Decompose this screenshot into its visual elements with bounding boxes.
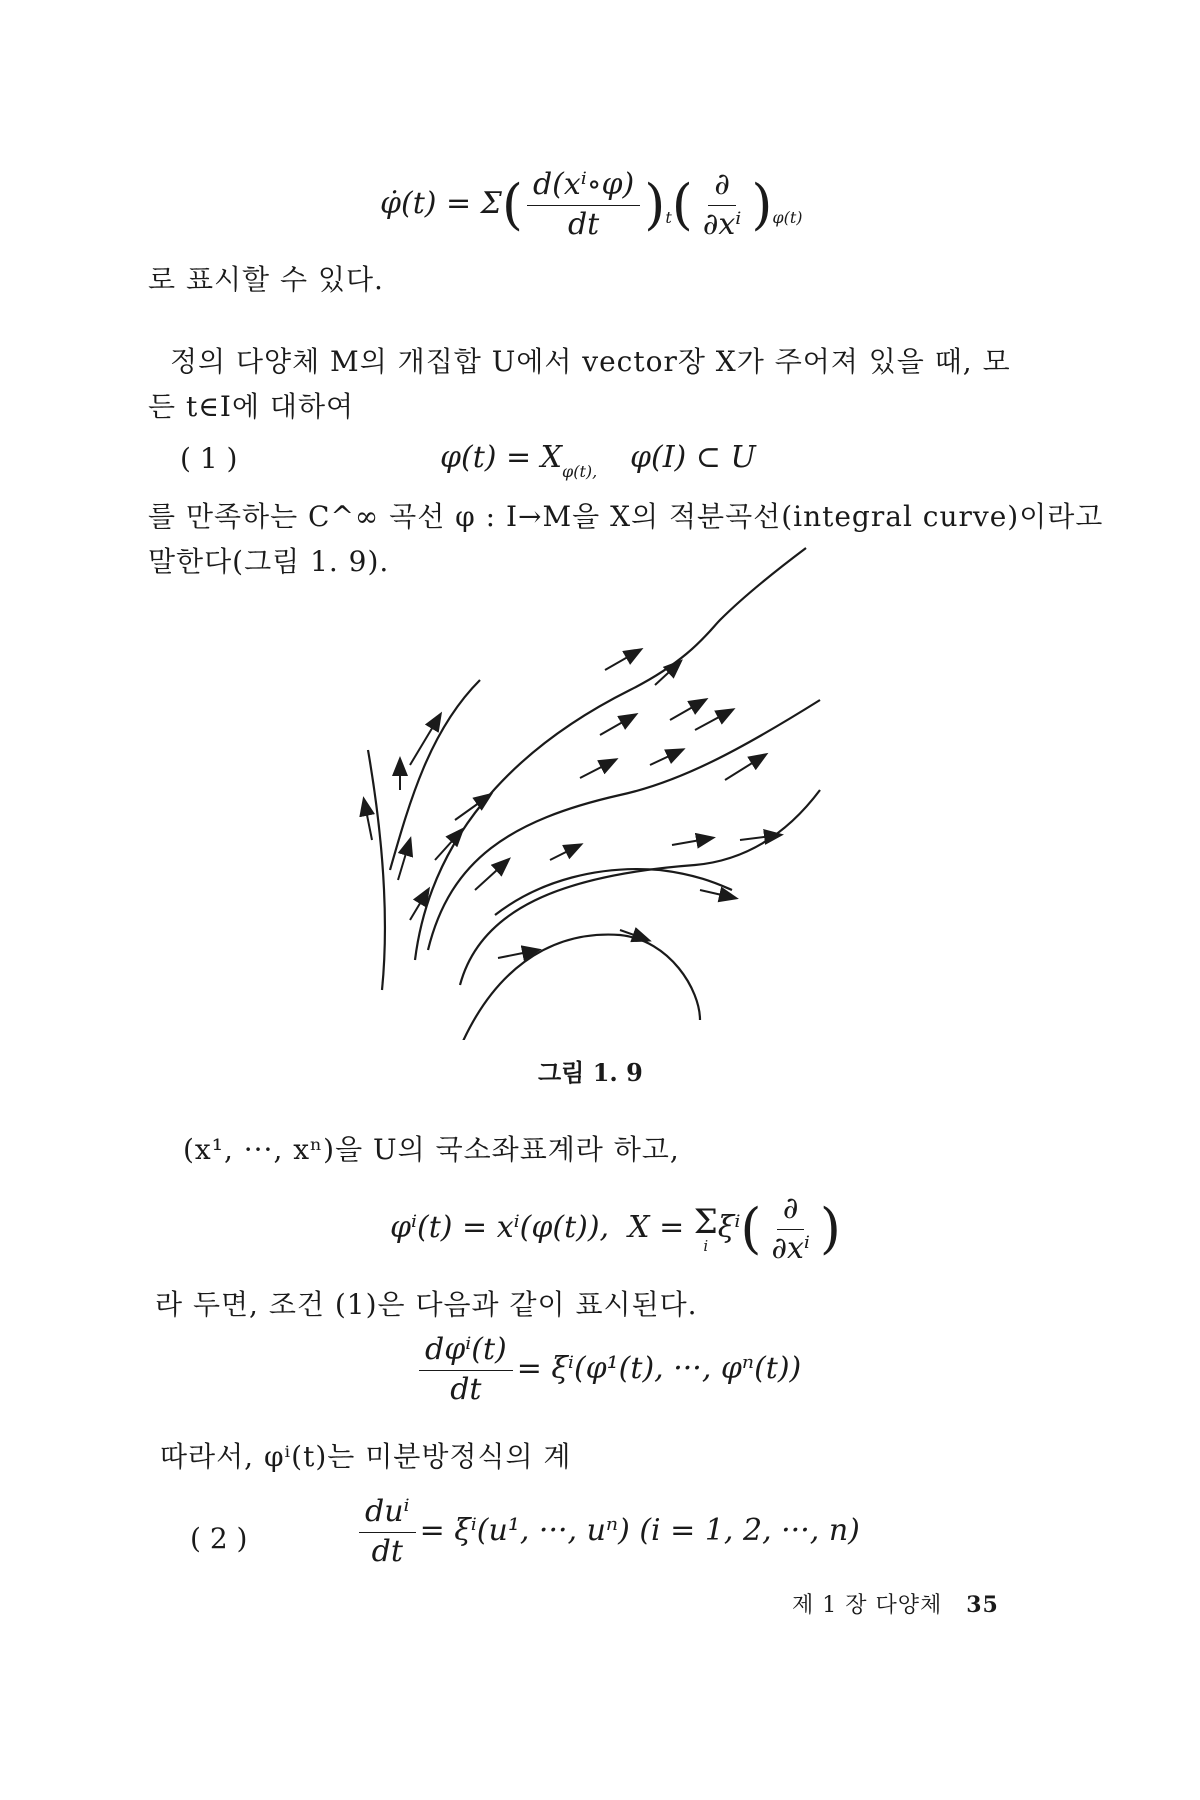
definition-line: 를 만족하는 C^∞ 곡선 φ : I→M을 X의 적분곡선(integral curve)이라고 (148, 500, 1104, 533)
page-number: 35 (966, 1592, 999, 1618)
running-footer (792, 1588, 999, 1619)
vector-arrow (650, 750, 682, 765)
vector-arrow (672, 838, 712, 845)
body-text-line: 라 두면, 조건 (1)은 다음과 같이 표시된다. (155, 1288, 698, 1321)
vector-arrow (725, 755, 765, 780)
vector-arrow (410, 715, 440, 765)
fraction: $\frac{\text{d(xⁱ∘φ)}}{dt}$ (527, 168, 640, 242)
summation: Σ i (693, 1201, 718, 1255)
integral-curve (415, 548, 806, 960)
vector-arrow (550, 845, 580, 860)
fraction: $\frac{\partial}{\text{∂xⁱ}}$ (771, 1191, 810, 1266)
integral-curve (428, 700, 820, 950)
definition-line: 든 t∈I에 대하여 (148, 390, 355, 423)
figure-caption: 그림 1. 9 (538, 1058, 643, 1087)
equation-1: $\varphi(t) = X_{\varphi(t),}$ (440, 440, 598, 481)
definition-line: 말한다(그림 1. 9). (148, 545, 390, 578)
vector-arrow (398, 840, 410, 880)
chapter-title: 제 1 장 다양체 (792, 1593, 943, 1618)
equation-2: $\frac{\text{duⁱ}}{dt}$ = ξⁱ(u¹, ···, uⁿ) (i = 1, 2, ···, n) (355, 1495, 860, 1569)
vector-arrow (740, 835, 780, 840)
equation-local-coordinates: φⁱ(t) = xⁱ(φ(t)), X = Σ i ξⁱ( $\frac{\partial}{\text{∂xⁱ}}$ ) (390, 1191, 841, 1266)
equation-ode-phi: $\frac{\text{dφⁱ(t)}}{dt}$ = ξⁱ(φ¹(t), ···, φⁿ(t)) (415, 1333, 801, 1407)
integral-curve (390, 680, 480, 870)
vector-arrow (410, 890, 428, 920)
vector-arrow (605, 650, 640, 670)
vector-arrow (670, 700, 705, 720)
equation-1-inclusion: φ(I) ⊂ U (630, 440, 756, 475)
equation-label: ( 2 ) (190, 1522, 248, 1555)
vector-arrow (600, 715, 635, 735)
vector-arrow (580, 760, 615, 778)
fraction: $\frac{\text{dφⁱ(t)}}{dt}$ (419, 1333, 513, 1407)
vector-arrow (475, 860, 508, 890)
vector-arrow (695, 710, 732, 730)
integral-curve (455, 935, 700, 1040)
integral-curve (368, 750, 385, 990)
fraction: $\frac{\partial}{\text{∂xⁱ}}$ (702, 167, 742, 242)
equation-lhs: φ̇(t) = Σ (380, 186, 502, 221)
body-text-line: 따라서, φⁱ(t)는 미분방정식의 계 (160, 1440, 572, 1473)
definition-line: 정의 다양체 M의 개집합 U에서 vector장 X가 주어져 있을 때, 모 (170, 345, 1011, 378)
equation-phi-dot: φ̇(t) = Σ( $\frac{\text{d(xⁱ∘φ)}}{dt}$ )$_t$( $\frac{\partial}{\text{∂xⁱ}}$ )$_{\varphi(t)}$ (380, 167, 803, 242)
fraction: $\frac{\text{duⁱ}}{dt}$ (359, 1495, 416, 1569)
body-text-line: (x¹, ···, xⁿ)을 U의 국소좌표계라 하고, (183, 1133, 680, 1166)
body-text-line: 로 표시할 수 있다. (148, 263, 384, 296)
equation-label: ( 1 ) (180, 442, 238, 475)
integral-curves-figure (300, 520, 860, 1040)
vector-arrow (700, 890, 735, 898)
vector-arrow (364, 800, 372, 840)
